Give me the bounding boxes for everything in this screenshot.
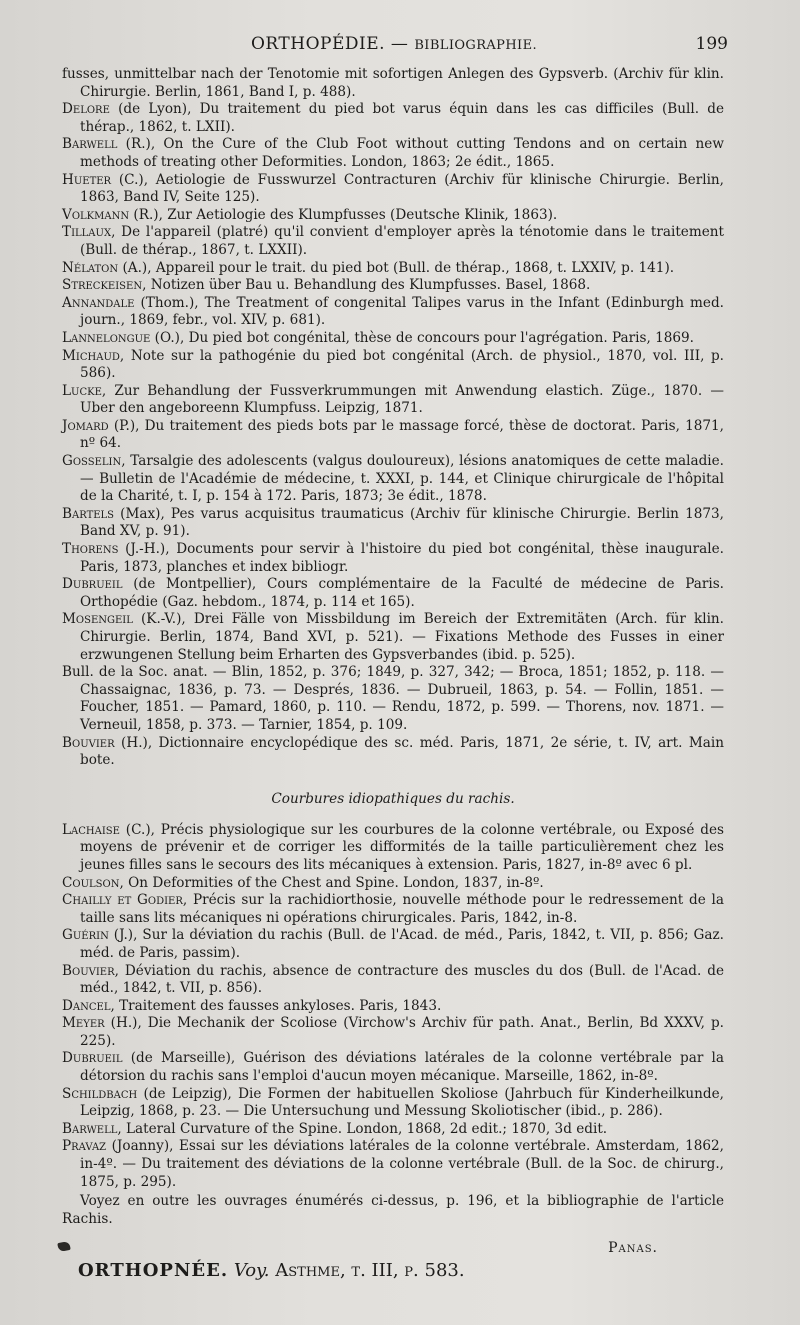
entry-text: , Précis sur la rachidiorthosie, nouvelle méthode pour le redressement de la taille sans lits mécaniques ni opérations chirurgicales. Paris, 1842, in-8.: [80, 892, 724, 926]
bibliography-entry: [62, 1138, 724, 1191]
bibliography-entry: [62, 1121, 724, 1139]
bibliography-entry: [62, 295, 724, 330]
entry-author: Jomard: [62, 417, 109, 434]
entry-text: , Lateral Curvature of the Spine. London, 1868, 2d edit.; 1870, 3d edit.: [117, 1120, 608, 1137]
entry-author: Dancel: [62, 997, 111, 1014]
bibliography-entry: [62, 611, 724, 664]
bibliography-entry: [62, 963, 724, 998]
entry-author: Coulson: [62, 874, 120, 891]
entry-text: (de Leipzig), Die Formen der habituellen Skoliose (Jahrbuch für Kinderheilkunde, Leipzig, 1868, p. 23. — Die Untersuchung und Messung Skoliotischer (ibid., p. 286).: [80, 1085, 724, 1120]
entry-text: (J.-H.), Documents pour servir à l'histoire du pied bot congénital, thèse inaugurale. Paris, 1873, planches et index bibliogr.: [80, 541, 724, 575]
entry-author: Pravaz: [62, 1138, 107, 1155]
running-title: ORTHOPÉDIE. — BIBLIOGRAPHIE.: [250, 34, 538, 54]
entry-text: (de Montpellier), Cours complémentaire de la Faculté de médecine de Paris. Orthopédie (Gaz. hebdom., 1874, p. 114 et 165).: [80, 576, 724, 610]
entry-text: (C.), Précis physiologique sur les courbures de la colonne vertébrale, ou Exposé des moyens de prévenir et de corriger les difformités de la taille particulièrement chez les jeunes filles sans le secours des lits mécaniques à extension. Paris, 1827, in-8º avec 6 pl.: [80, 821, 724, 873]
cross-reference-target: Asthme, t. III, p. 583.: [269, 1260, 465, 1282]
entry-text: fusses, unmittelbar nach der Tenotomie mit sofortigen Anlegen des Gypsverb. (Archiv für klin. Chirurgie. Berlin, 1861, Band I, p. 488).: [62, 66, 724, 100]
entry-text: (R.), On the Cure of the Club Foot without cutting Tendons and on certain new methods of treating other Deformities. London, 1863; 2e édit., 1865.: [80, 136, 724, 170]
page-number: 199: [695, 34, 728, 54]
bibliography-entry: [62, 453, 724, 506]
closing-note: Voyez en outre les ouvrages énumérés ci-dessus, p. 196, et la bibliographie de l'article Rachis.: [62, 1193, 724, 1227]
entry-text: (P.), Du traitement des pieds bots par le massage forcé, thèse de doctorat. Paris, 1871, nº 64.: [80, 417, 724, 452]
entry-author: Bouvier: [62, 734, 115, 751]
entry-text: , Déviation du rachis, absence de contracture des muscles du dos (Bull. de l'Acad. de méd., 1842, t. VII, p. 856).: [80, 962, 724, 997]
bibliography-entry: [62, 576, 724, 611]
entry-text: (Thom.), The Treatment of congenital Talipes varus in the Infant (Edinburgh med. journ., 1869, febr., vol. XIV, p. 681).: [80, 294, 724, 329]
entry-text: (C.), Aetiologie de Fusswurzel Contracturen (Archiv für klinische Chirurgie. Berlin, 1863, Band IV, Seite 125).: [80, 171, 724, 206]
bibliography-list: [62, 66, 724, 770]
bibliography-entry: [62, 348, 724, 383]
entry-text: (de Marseille), Guérison des déviations latérales de la colonne vertébrale par la détorsion du rachis sans l'emploi d'aucun moyen mécanique. Marseille, 1862, in-8º.: [80, 1050, 724, 1085]
page-header: [60, 34, 728, 58]
entry-author: Gosselin: [62, 453, 122, 470]
bibliography-entry: [62, 541, 724, 576]
entry-text: , On Deformities of the Chest and Spine. London, 1837, in-8º.: [119, 874, 544, 891]
bibliography-entry: [62, 66, 724, 101]
entry-author: Thorens: [62, 541, 119, 558]
bibliography-body: [62, 66, 724, 1282]
section-title: Courbures idiopathiques du rachis.: [271, 790, 515, 807]
entry-author: Meyer: [62, 1015, 105, 1032]
entry-author: Annandale: [62, 294, 135, 311]
bibliography-entry: [62, 664, 724, 734]
entry-author: Lachaise: [62, 821, 120, 838]
entry-author: Hueter: [62, 171, 112, 188]
author-signature: Panas.: [608, 1240, 658, 1257]
entry-text: (H.), Die Mechanik der Scoliose (Virchow's Archiv für path. Anat., Berlin, Bd XXXV, p. 225).: [80, 1015, 724, 1049]
voy-label: Voy.: [233, 1260, 270, 1282]
entry-author: Dubrueil: [62, 576, 123, 593]
bibliography-entry: [62, 136, 724, 171]
entry-author: Bartels: [62, 505, 115, 522]
entry-author: Barwell: [62, 136, 118, 153]
bibliography-entry: [62, 172, 724, 207]
entry-author: Nélaton: [62, 259, 119, 276]
entry-text: (H.), Dictionnaire encyclopédique des sc. méd. Paris, 1871, 2e série, t. IV, art. Main bote.: [80, 734, 724, 769]
entry-author: Lannelongue: [62, 329, 151, 346]
entry-text: (Joanny), Essai sur les déviations latérales de la colonne vertébrale. Amsterdam, 1862, in-4º. — Du traitement des déviations de la colonne vertébrale (Bull. de la Soc. de chirurg., 1875, p. 295).: [80, 1138, 724, 1190]
entry-text: , De l'appareil (platré) qu'il convient d'employer après la ténotomie dans le traitement (Bull. de thérap., 1867, t. LXXII).: [80, 224, 724, 258]
entry-author: Streckeisen: [62, 277, 143, 294]
entry-author: Guérin: [62, 927, 109, 944]
bibliography-entry: [62, 330, 724, 348]
entry-text: (O.), Du pied bot congénital, thèse de concours pour l'agrégation. Paris, 1869.: [150, 329, 695, 346]
entry-author: Lucke: [62, 382, 102, 399]
entry-text: (K.-V.), Drei Fälle von Missbildung im Bereich der Extremitäten (Arch. für klin. Chirurgie. Berlin, 1874, Band XVI, p. 521). — Fixations Methode des Fusses in einer erzwungenen Stellung beim Erharten des Gypsverbandes (ibid. p. 525).: [80, 611, 724, 663]
bibliography-entry: [62, 892, 724, 927]
bibliography-entry: [62, 735, 724, 770]
bibliography-entry: [62, 224, 724, 259]
entry-headword: ORTHOPNÉE.: [78, 1260, 229, 1282]
bibliography-entry: [62, 418, 724, 453]
entry-text: (de Lyon), Du traitement du pied bot varus équin dans les cas difficiles (Bull. de thérap., 1862, t. LXII).: [80, 101, 724, 135]
bibliography-list-rachis: [62, 822, 724, 1191]
bibliography-entry: [62, 822, 724, 875]
entry-author: Tillaux: [62, 224, 112, 241]
entry-text: , Traitement des fausses ankyloses. Paris, 1843.: [110, 997, 442, 1014]
bibliography-entry: [62, 875, 724, 893]
entry-author: Barwell: [62, 1120, 118, 1137]
bibliography-entry: [62, 506, 724, 541]
entry-text: , Notizen über Bau u. Behandlung des Klumpfusses. Basel, 1868.: [142, 277, 591, 294]
bibliography-entry: [62, 1050, 724, 1085]
entry-author: Dubrueil: [62, 1050, 123, 1067]
entry-text: Bull. de la Soc. anat. — Blin, 1852, p. 376; 1849, p. 327, 342; — Broca, 1851; 1852, p. 118. — Chassaignac, 1836, p. 73. — Després, 1836. — Dubrueil, 1863, p. 54. — Follin, 1851. — Foucher, 1851. — Pamard, 1860, p. 110. — Rendu, 1872, p. 599. — Thorens, nov. 1871. — Verneuil, 1858, p. 373. — Tarnier, 1854, p. 109.: [62, 664, 724, 733]
bibliography-entry: [62, 383, 724, 418]
entry-author: Volkmann: [62, 206, 130, 223]
entry-author: Chailly et Godier: [62, 892, 183, 909]
entry-text: (R.), Zur Aetiologie des Klumpfusses (Deutsche Klinik, 1863).: [129, 206, 558, 223]
bibliography-entry: [62, 101, 724, 136]
bibliography-entry: [62, 1086, 724, 1121]
entry-author: Mosengeil: [62, 611, 133, 628]
bibliography-entry: [62, 207, 724, 225]
bibliography-entry: [62, 277, 724, 295]
entry-author: Bouvier: [62, 962, 115, 979]
entry-text: , Tarsalgie des adolescents (valgus douloureux), lésions anatomiques de cette maladie. — Bulletin de l'Académie de médecine, t. XXXI, p. 144, et Clinique chirurgicale de l'hôpital de la Charité, t. I, p. 154 à 172. Paris, 1873; 3e édit., 1878.: [80, 453, 724, 505]
entry-text: (A.), Appareil pour le trait. du pied bot (Bull. de thérap., 1868, t. LXXIV, p. 141).: [118, 259, 675, 276]
entry-text: , Zur Behandlung der Fussverkrummungen mit Anwendung elastich. Züge., 1870. — Uber den angeboreenn Klumpfuss. Leipzig, 1871.: [80, 382, 724, 417]
entry-text: (J.), Sur la déviation du rachis (Bull. de l'Acad. de méd., Paris, 1842, t. VII, p. 856; Gaz. méd. de Paris, passim).: [80, 927, 724, 961]
entry-author: Michaud: [62, 347, 120, 364]
bibliography-entry: [62, 260, 724, 278]
bibliography-entry: [62, 1015, 724, 1050]
bibliography-entry: [62, 998, 724, 1016]
entry-text: , Note sur la pathogénie du pied bot congénital (Arch. de physiol., 1870, vol. III, p. 586).: [80, 347, 724, 382]
entry-text: (Max), Pes varus acquisitus traumaticus (Archiv für klinische Chirurgie. Berlin 1873, Band XV, p. 91).: [80, 505, 724, 540]
entry-author: Delore: [62, 101, 110, 118]
cross-reference-entry: [62, 1260, 724, 1282]
entry-author: Schildbach: [62, 1085, 138, 1102]
bibliography-entry: [62, 927, 724, 962]
